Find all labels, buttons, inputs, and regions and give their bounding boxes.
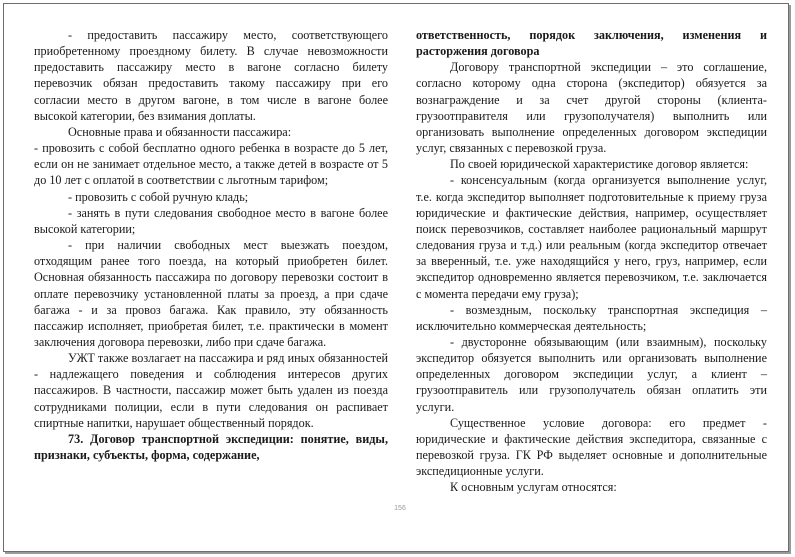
right-column [416,27,767,496]
paragraph: Договору транспортной экспедиции – это соглашение, согласно которому одна сторона (экспедитор) обязуется за вознаграждение и за счет другой стороны (клиента-грузоотправителя или грузополучателя) выполнить или организовать выполнение определенных договором экспедиции услуг, связанных с перевозкой груза. [416,60,767,156]
paragraph: - провозить с собой бесплатно одного ребенка в возрасте до 5 лет, если он не занимает отдельное место, а также детей в возрасте от 5 до 10 лет с оплатой в соответствии с льготным тарифом; [34,141,388,188]
paragraph: Существенное условие договора: его предмет - юридические и фактические действия экспедитора, связанные с перевозкой груза. ГК РФ выделяет основные и дополнительные экспедиционные услуги. [416,415,767,479]
paragraph: - провозить с собой ручную кладь; [68,189,249,204]
paragraph: - двусторонне обязывающим (или взаимным), поскольку экспедитор обязуется выполнить или организовать выполнение определенных договором экспедиции услуг, а клиент – грузоотправитель или грузополучатель обязан оплатить эти услуги. [416,334,767,414]
paragraph: - предоставить пассажиру место, соответствующего приобретенному проездному билету. В случае невозможности предоставить пассажиру место в вагоне согласно билету перевозчик обязан предоставить такому пассажиру при его согласии место в другом вагоне, в том числе в вагоне более высокой категории, без взимания доплаты. [34,28,388,123]
paragraph: К основным услугам относятся: [450,480,617,495]
page-number: 156 [394,505,406,512]
paragraph: - консенсуальным (когда организуется выполнение услуг, т.е. когда экспедитор выполняет подготовительные к приему груза юридические и фактические действия, например, осуществляет поиск перевозчиков, составляет наиболее рациональный маршрут следования груза и т.д.) или реальным (когда экспедитор отвечает за вверенный, т.е. уже находящийся у него, груз, например, если экспедитор одновременно является перевозчиком, т.е. заключается с момента передачи ему груза); [416,173,767,301]
left-column [34,27,388,463]
paragraph: УЖТ также возлагает на пассажира и ряд иных обязанностей - надлежащего поведения и соблюдения интересов других пассажиров. В частности, пассажир может быть удален из поезда сотрудниками полиции, если в пути следования он распивает спиртные напитки, нарушает общественный порядок. [34,351,388,430]
paragraph: По своей юридической характеристике договор является: [450,157,749,172]
paragraph: Основные права и обязанности пассажира: [68,124,292,139]
paragraph: - возмездным, поскольку транспортная экспедиция – исключительно коммерческая деятельность; [416,302,767,333]
section-heading: 73. Договор транспортной экспедиции: понятие, виды, признаки, субъекты, форма, содержание, [34,431,388,463]
section-heading-continued: ответственность, порядок заключения, изменения и расторжения договора [416,28,767,59]
paragraph: - при наличии свободных мест выезжать поездом, отходящим ранее того поезда, на который приобретен билет. Основная обязанность пассажира по договору перевозки состоит в оплате перевозчику установленной платы за проезд, а при сдаче багажа - и за провоз багажа. Как правило, эту обязанность пассажир исполняет, приобретая билет, т.е. практически в момент заключения договора перевозки, либо при сдаче багажа. [34,238,388,349]
paragraph: - занять в пути следования свободное место в вагоне более высокой категории; [34,205,388,236]
